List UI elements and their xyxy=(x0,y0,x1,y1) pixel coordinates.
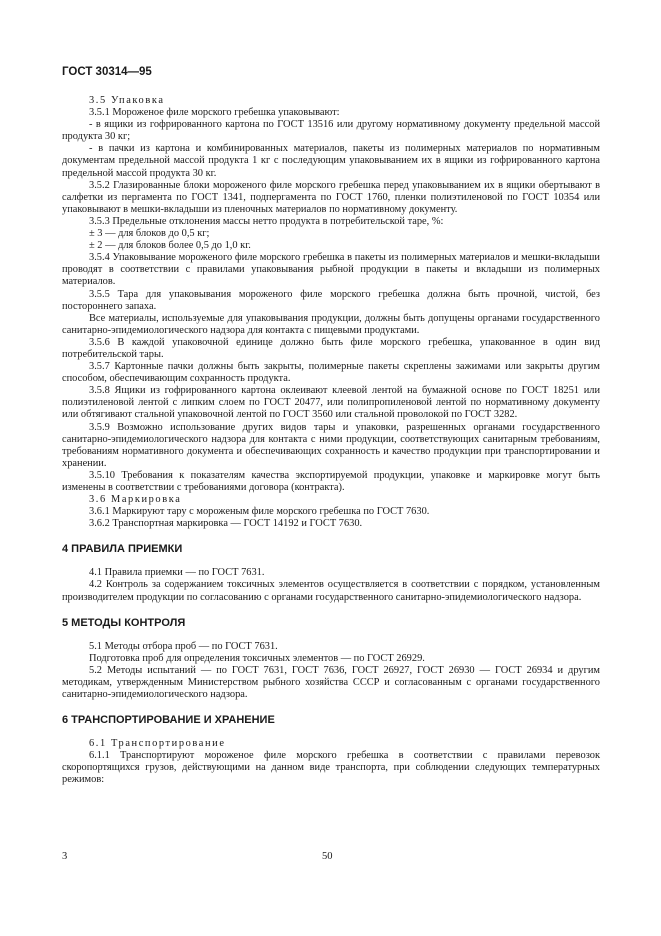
paragraph-5-1: 5.1 Методы отбора проб — по ГОСТ 7631. xyxy=(89,640,278,652)
paragraph-3-5-6: 3.5.6 В каждой упаковочной единице должно быть филе морского гребешка, упакованное в один вид потребительской тары. xyxy=(62,336,600,360)
document-id-header: ГОСТ 30314—95 xyxy=(62,66,152,78)
paragraph-3-5-3-a: ± 3 — для блоков до 0,5 кг; xyxy=(89,228,210,240)
page-number-left: 3 xyxy=(62,851,68,862)
paragraph-3-5-2: 3.5.2 Глазированные блоки мороженого филе морского гребешка перед упаковыванием их в ящики обертывают в салфетки из пергамента по ГОСТ 1341, подпергамента по ГОСТ 1760, пленки полиэтиленовой по ГОСТ 10354 или упаковывают в мешки-вкладыши из пленочных материалов по нормативному документу. xyxy=(62,179,600,215)
paragraph-3-5-4: 3.5.4 Упаковывание мороженого филе морского гребешка в пакеты из полимерных материалов и мешки-вкладыши проводят в соответствии с правилами упаковывания рыбной продукции в пакеты и вкладыши из полимерных материалов. xyxy=(62,252,600,288)
document-body xyxy=(62,95,600,787)
paragraph-6-1: 6.1 Транспортирование xyxy=(89,738,226,750)
paragraph-3-5-1: 3.5.1 Мороженое филе морского гребешка упаковывают: xyxy=(89,107,340,119)
paragraph-3-5-3: 3.5.3 Предельные отклонения массы нетто продукта в потребительской таре, %: xyxy=(89,215,444,227)
paragraph-6-1-1: 6.1.1 Транспортируют мороженое филе морского гребешка в соответствии с правилами перевозок скоропортящихся грузов, действующими на данном виде транспорта, при соблюдении следующих температурных режимов: xyxy=(62,750,600,786)
paragraph-3-6-2: 3.6.2 Транспортная маркировка — ГОСТ 14192 и ГОСТ 7630. xyxy=(89,518,363,530)
section-5-heading: 5 МЕТОДЫ КОНТРОЛЯ xyxy=(62,616,186,629)
section-3-5-title: 3.5 Упаковка xyxy=(89,95,165,106)
paragraph-3-5-3-b: ± 2 — для блоков более 0,5 до 1,0 кг. xyxy=(89,240,251,252)
paragraph-3-5-5: 3.5.5 Тара для упаковывания мороженого филе морского гребешка должна быть прочной, чистой, без постороннего запаха. xyxy=(62,288,600,312)
paragraph-3-5-10: 3.5.10 Требования к показателям качества экспортируемой продукции, упаковке и маркировке могут быть изменены в соответствии с требованиями договора (контракта). xyxy=(62,469,600,493)
paragraph-3-5-9: 3.5.9 Возможно использование других видов тары и упаковки, разрешенных органами государственного санитарно-эпидемиологического надзора для контакта с ними продукции, соответствующих санитарным требованиям, требованиям нормативного документа и обеспечивающих сохранность и качество продукции при транспортировании и хранении. xyxy=(62,421,600,469)
paragraph-3-6-1: 3.6.1 Маркируют тару с мороженым филе морского гребешка по ГОСТ 7630. xyxy=(89,506,430,518)
paragraph-3-5-5-a: Все материалы, используемые для упаковывания продукции, должны быть допущены органами государственного санитарно-эпидемиологического надзора для контакта с пищевыми продуктами. xyxy=(62,312,600,336)
paragraph-3-5-1-b: - в пачки из картона и комбинированных материалов, пакеты из полимерных материалов по нормативным документам предельной массой продукта 1 кг с последующим упаковыванием их в ящики из гофрированного картона предельной массой продукта 30 кг. xyxy=(62,143,600,179)
section-6-heading: 6 ТРАНСПОРТИРОВАНИЕ И ХРАНЕНИЕ xyxy=(62,714,275,727)
paragraph-3-5-7: 3.5.7 Картонные пачки должны быть закрыты, полимерные пакеты скреплены зажимами или закрыты другим способом, обеспечивающим сохранность продукта. xyxy=(62,361,600,385)
paragraph-3-5-1-a: - в ящики из гофрированного картона по ГОСТ 13516 или другому нормативному документу предельной массой продукта 30 кг; xyxy=(62,119,600,143)
page-number-center: 50 xyxy=(322,851,333,862)
paragraph-4-2: 4.2 Контроль за содержанием токсичных элементов осуществляется в соответствии с порядком, установленным производителем продукции по согласованию с органами государственного санитарно-эпидемиологического надзора. xyxy=(62,579,600,603)
paragraph-4-1: 4.1 Правила приемки — по ГОСТ 7631. xyxy=(89,567,265,579)
paragraph-5-1-a: Подготовка проб для определения токсичных элементов — по ГОСТ 26929. xyxy=(89,652,425,664)
paragraph-5-2: 5.2 Методы испытаний — по ГОСТ 7631, ГОСТ 7636, ГОСТ 26927, ГОСТ 26930 — ГОСТ 26934 и другим методикам, утвержденным Министерством рыбного хозяйства СССР и согласованным с органами государственного санитарно-эпидемиологического надзора. xyxy=(62,664,600,701)
paragraph-3-5-8: 3.5.8 Ящики из гофрированного картона оклеивают клеевой лентой на бумажной основе по ГОСТ 18251 или полиэтиленовой лентой с липким слоем по ГОСТ 20477, или полипропиленовой лентой по нормативному документу или обтягивают стальной упаковочной лентой по ГОСТ 3560 или стальной проволокой по ГОСТ 3282. xyxy=(62,385,600,421)
section-4-heading: 4 ПРАВИЛА ПРИЕМКИ xyxy=(62,543,183,556)
section-3-6-title: 3.6 Маркировка xyxy=(89,494,182,506)
